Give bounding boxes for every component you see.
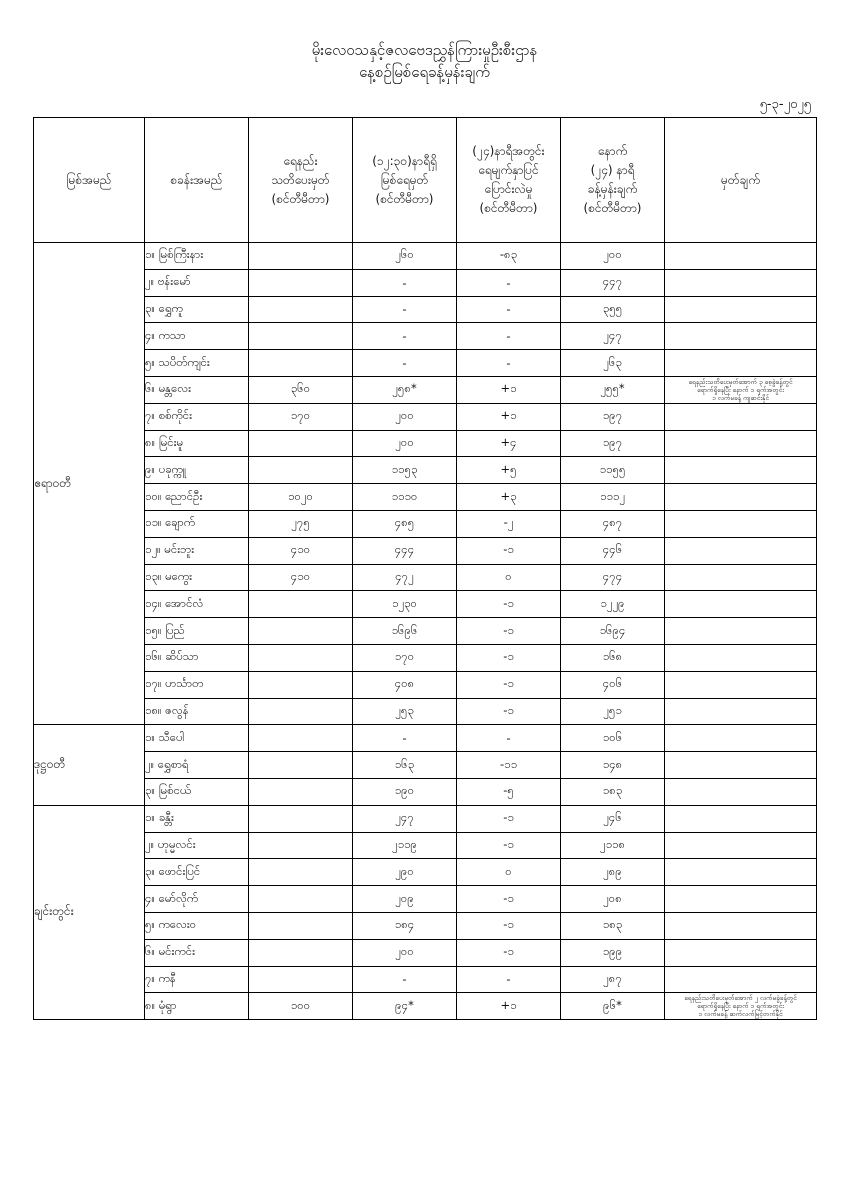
table-row — [34, 698, 817, 725]
table-row — [34, 430, 817, 457]
water-level-cell: - — [353, 966, 457, 993]
low-warning-level-cell: ၄၁၀ — [249, 537, 353, 564]
forecast-cell: ၂၄၆ — [561, 805, 665, 832]
forecast-cell: ၄၇၄ — [561, 564, 665, 591]
water-level-cell: ၁၇၀ — [353, 644, 457, 671]
header-water-level — [353, 118, 457, 243]
forecast-cell: ၂၁၁၈ — [561, 832, 665, 859]
header-24h-change — [457, 118, 561, 243]
water-level-cell: ၄၀၈ — [353, 671, 457, 698]
forecast-cell: ၄၄၆ — [561, 537, 665, 564]
low-warning-level-cell — [249, 618, 353, 645]
forecast-cell: ၂၀၈ — [561, 886, 665, 913]
forecast-cell: ၄၄၇ — [561, 269, 665, 296]
low-warning-level-cell — [249, 644, 353, 671]
station-name-cell: ၆။ မင်းကင်း — [145, 939, 249, 966]
station-name-cell: ၄။ မော်လိုက် — [145, 886, 249, 913]
change-cell: -၁ — [457, 698, 561, 725]
water-level-cell: ၁၈၄ — [353, 912, 457, 939]
change-cell: - — [457, 966, 561, 993]
change-cell: +၃ — [457, 484, 561, 511]
water-level-cell: ၁၆၉၆ — [353, 618, 457, 645]
forecast-cell: ၁၉၇ — [561, 403, 665, 430]
remark-cell — [665, 510, 817, 537]
forecast-cell: ၁၄၈ — [561, 752, 665, 779]
remark-line: ရောက်ရှိနေပြီး နောက် ၁ ရက်အတွင်း — [697, 1002, 784, 1011]
forecast-cell: ၁၀၆ — [561, 725, 665, 752]
remark-cell — [665, 725, 817, 752]
remark-cell — [665, 698, 817, 725]
water-level-cell: ၁၆၃ — [353, 752, 457, 779]
header-remarks — [665, 118, 817, 243]
header-line: (၂၄)နာရီအတွင်း — [472, 144, 545, 158]
table-row — [34, 778, 817, 805]
remark-cell — [665, 778, 817, 805]
water-level-cell: ၂၄၇ — [353, 805, 457, 832]
station-name-cell: ၁၃။ မကွေး — [145, 564, 249, 591]
remark-cell — [665, 430, 817, 457]
water-level-cell: ၂၀၀ — [353, 403, 457, 430]
remark-cell — [665, 243, 817, 270]
forecast-cell: ၉၆* — [561, 993, 665, 1020]
water-level-cell: ၂၅၈* — [353, 376, 457, 403]
station-name-cell: ၁။ မြစ်ကြီးနား — [145, 243, 249, 270]
remark-line: ၁ လက်မခန့် ကျဆင်းနိုင် — [712, 393, 769, 402]
low-warning-level-cell — [249, 591, 353, 618]
header-river-name — [34, 118, 145, 243]
station-name-cell: ၈။ မုံရွာ — [145, 993, 249, 1020]
header-line: စခန်းအမည် — [170, 172, 223, 187]
water-level-cell: - — [353, 269, 457, 296]
table-row — [34, 376, 817, 403]
station-name-cell: ၁၅။ ပြည် — [145, 618, 249, 645]
forecast-cell: ၄၀၆ — [561, 671, 665, 698]
change-cell: -၁ — [457, 939, 561, 966]
river-name-cell: ဧရာဝတီ — [34, 243, 145, 725]
header-line: မြစ်ရေမှတ် — [380, 172, 429, 187]
low-warning-level-cell: ၁၀၀ — [249, 993, 353, 1020]
low-warning-level-cell — [249, 698, 353, 725]
low-warning-level-cell — [249, 886, 353, 913]
low-warning-level-cell — [249, 350, 353, 377]
remark-cell — [665, 859, 817, 886]
change-cell: -၁ — [457, 618, 561, 645]
change-cell: -၁ — [457, 537, 561, 564]
low-warning-level-cell — [249, 725, 353, 752]
low-warning-level-cell — [249, 269, 353, 296]
header-low-warning-level — [249, 118, 353, 243]
station-name-cell: ၆။ မန္တလေး — [145, 376, 249, 403]
change-cell: - — [457, 269, 561, 296]
remark-cell — [665, 671, 817, 698]
change-cell: -၁ — [457, 832, 561, 859]
low-warning-level-cell — [249, 966, 353, 993]
remark-line: ရေနည်းသတိပေးမှတ်အောက် ၃ စေ့ခွဲခန့်တွင် — [688, 377, 793, 386]
low-warning-level-cell — [249, 323, 353, 350]
low-warning-level-cell — [249, 296, 353, 323]
water-level-cell: ၂၁၁၉ — [353, 832, 457, 859]
remark-cell — [665, 618, 817, 645]
remark-cell — [665, 564, 817, 591]
low-warning-level-cell: ၄၁၀ — [249, 564, 353, 591]
remark-cell — [665, 886, 817, 913]
forecast-cell: ၃၅၅ — [561, 296, 665, 323]
water-level-cell: - — [353, 725, 457, 752]
water-level-cell: ၄၄၄ — [353, 537, 457, 564]
station-name-cell: ၁၀။ ညောင်ဦး — [145, 484, 249, 511]
remark-cell — [665, 484, 817, 511]
header-line: (စင်တီမီတာ) — [479, 201, 538, 215]
low-warning-level-cell — [249, 939, 353, 966]
table-row — [34, 243, 817, 270]
remark-cell — [665, 350, 817, 377]
change-cell: +၁ — [457, 403, 561, 430]
low-warning-level-cell — [249, 859, 353, 886]
water-level-cell: - — [353, 350, 457, 377]
station-name-cell: ၁။ သီပေါ — [145, 725, 249, 752]
station-name-cell: ၈။ မြင်းမူ — [145, 430, 249, 457]
station-name-cell: ၁၄။ အောင်လံ — [145, 591, 249, 618]
header-line: (၂၄) နာရီ — [590, 163, 635, 177]
table-row — [34, 912, 817, 939]
forecast-cell: ၁၆၉၄ — [561, 618, 665, 645]
river-name-cell: ဒုဋ္ဌဝတီ — [34, 725, 145, 805]
table-row — [34, 966, 817, 993]
forecast-cell: ၁၂၂၉ — [561, 591, 665, 618]
river-name-cell: ချင်းတွင်း — [34, 805, 145, 1019]
table-row — [34, 939, 817, 966]
low-warning-level-cell — [249, 243, 353, 270]
header-line: မြစ်အမည် — [66, 172, 112, 187]
station-name-cell: ၂။ ဗန်းမော် — [145, 269, 249, 296]
low-warning-level-cell — [249, 671, 353, 698]
remark-cell — [665, 644, 817, 671]
water-level-cell: ၁၁၁၀ — [353, 484, 457, 511]
document-subtitle: နေ့စဉ်မြစ်ရေခန့်မှန်းချက် — [359, 63, 490, 81]
water-level-cell: ၂၀၀ — [353, 430, 457, 457]
change-cell: - — [457, 725, 561, 752]
station-name-cell: ၂။ ရွှေစာရံ — [145, 752, 249, 779]
water-level-cell: ၂၀၀ — [353, 939, 457, 966]
remark-cell — [665, 993, 817, 1020]
remark-cell — [665, 591, 817, 618]
change-cell: -၂ — [457, 510, 561, 537]
remark-cell — [665, 323, 817, 350]
forecast-cell: ၁၉၇ — [561, 430, 665, 457]
header-line: နောက် — [597, 144, 628, 158]
remark-cell — [665, 457, 817, 484]
header-line: (စင်တီမီတာ) — [375, 191, 434, 206]
remark-cell — [665, 403, 817, 430]
table-row — [34, 269, 817, 296]
change-cell: -၈၃ — [457, 243, 561, 270]
change-cell: +၁ — [457, 993, 561, 1020]
station-name-cell: ၁၈။ ဇလွန် — [145, 698, 249, 725]
change-cell: - — [457, 296, 561, 323]
forecast-cell: ၂၆၃ — [561, 350, 665, 377]
change-cell: -၁ — [457, 591, 561, 618]
table-row — [34, 725, 817, 752]
table-row — [34, 537, 817, 564]
remark-cell — [665, 832, 817, 859]
remark-cell — [665, 296, 817, 323]
report-date: ၅-၃-၂၀၂၅ — [759, 97, 811, 112]
header-line: သတိပေးမှတ် — [271, 172, 330, 187]
table-row — [34, 296, 817, 323]
header-line: (စင်တီမီတာ) — [583, 201, 642, 215]
table-row — [34, 457, 817, 484]
forecast-cell: ၄၈၇ — [561, 510, 665, 537]
station-name-cell: ၁၂။ မင်းဘူး — [145, 537, 249, 564]
remark-line: ရေနည်းသတိပေးမှတ်အောက် ၂ လက်မခွဲခန့်တွင် — [684, 994, 797, 1003]
station-name-cell: ၁။ ခန္တီး — [145, 805, 249, 832]
remark-cell — [665, 752, 817, 779]
header-line: ရေမျက်နှာပြင် — [478, 163, 539, 177]
change-cell: -၅ — [457, 778, 561, 805]
forecast-cell: ၁၆၈ — [561, 644, 665, 671]
station-name-cell: ၇။ စစ်ကိုင်း — [145, 403, 249, 430]
water-level-cell: ၁၁၅၃ — [353, 457, 457, 484]
table-row — [34, 484, 817, 511]
water-level-cell: ၁၂၃၀ — [353, 591, 457, 618]
water-level-cell: ၂၀၉ — [353, 886, 457, 913]
water-level-cell: ၂၅၃ — [353, 698, 457, 725]
water-level-cell: ၉၄* — [353, 993, 457, 1020]
header-line: (စင်တီမီတာ) — [271, 191, 330, 206]
table-row — [34, 323, 817, 350]
forecast-cell: ၂၈၇ — [561, 966, 665, 993]
header-24h-forecast — [561, 118, 665, 243]
header-line: မှတ်ချက် — [721, 172, 760, 187]
station-name-cell: ၇။ ကနီ — [145, 966, 249, 993]
forecast-cell: ၂၀၀ — [561, 243, 665, 270]
low-warning-level-cell — [249, 430, 353, 457]
change-cell: -၁ — [457, 912, 561, 939]
remark-cell — [665, 912, 817, 939]
water-level-cell: ၂၉၀ — [353, 859, 457, 886]
remark-cell — [665, 269, 817, 296]
water-level-cell: ၂၆၀ — [353, 243, 457, 270]
low-warning-level-cell — [249, 457, 353, 484]
station-name-cell: ၄။ ကသာ — [145, 323, 249, 350]
river-forecast-table — [33, 117, 817, 1020]
document-title: မိုးလေဝသနှင့်ဇလဗေဒညွှန်ကြားမှုဦးစီးဌာန — [311, 41, 538, 59]
table-row — [34, 805, 817, 832]
low-warning-level-cell — [249, 752, 353, 779]
station-name-cell: ၃။ ရွှေကူ — [145, 296, 249, 323]
low-warning-level-cell — [249, 805, 353, 832]
low-warning-level-cell — [249, 912, 353, 939]
forecast-cell: ၁၈၃ — [561, 912, 665, 939]
table-row — [34, 752, 817, 779]
table-row — [34, 993, 817, 1020]
low-warning-level-cell: ၁၀၂၀ — [249, 484, 353, 511]
table-row — [34, 671, 817, 698]
change-cell: +၁ — [457, 376, 561, 403]
forecast-cell: ၂၅၁ — [561, 698, 665, 725]
low-warning-level-cell: ၁၇၀ — [249, 403, 353, 430]
station-name-cell: ၁၁။ ချောက် — [145, 510, 249, 537]
station-name-cell: ၃။ မြစ်ငယ် — [145, 778, 249, 805]
forecast-cell: ၂၄၇ — [561, 323, 665, 350]
forecast-cell: ၂၈၉ — [561, 859, 665, 886]
header-line: ရေနည်း — [283, 153, 318, 168]
station-name-cell: ၉။ ပခုက္ကူ — [145, 457, 249, 484]
low-warning-level-cell — [249, 778, 353, 805]
header-line: (၁၂:၃၀)နာရီရှိ — [372, 153, 437, 168]
remark-line: ရောက်ရှိနေပြီး နောက် ၁ ရက်အတွင်း — [697, 385, 784, 394]
table-row — [34, 618, 817, 645]
change-cell: - — [457, 323, 561, 350]
forecast-cell: ၁၁၁၂ — [561, 484, 665, 511]
table-row — [34, 886, 817, 913]
water-level-cell: - — [353, 296, 457, 323]
remark-cell — [665, 939, 817, 966]
remark-cell — [665, 376, 817, 403]
remark-cell — [665, 966, 817, 993]
remark-cell — [665, 805, 817, 832]
header-line: ပြောင်းလဲမှု — [484, 182, 533, 196]
change-cell: -၁ — [457, 644, 561, 671]
water-level-cell: ၄၈၅ — [353, 510, 457, 537]
table-row — [34, 591, 817, 618]
water-level-cell: - — [353, 323, 457, 350]
table-row — [34, 644, 817, 671]
table-row — [34, 859, 817, 886]
change-cell: -၁၁ — [457, 752, 561, 779]
table-row — [34, 564, 817, 591]
change-cell: ၀ — [457, 859, 561, 886]
change-cell: ၀ — [457, 564, 561, 591]
water-level-cell: ၁၉၀ — [353, 778, 457, 805]
remark-line: ၁ လက်မခန့် ဆက်လက်မြင့်တက်နိုင် — [698, 1010, 783, 1019]
water-level-cell: ၄၇၂ — [353, 564, 457, 591]
station-name-cell: ၃။ ဖောင်းပြင် — [145, 859, 249, 886]
table-row — [34, 832, 817, 859]
remark-cell — [665, 537, 817, 564]
forecast-cell: ၂၅၅* — [561, 376, 665, 403]
change-cell: -၁ — [457, 671, 561, 698]
change-cell: -၁ — [457, 886, 561, 913]
station-name-cell: ၁၇။ ဟင်္သာတ — [145, 671, 249, 698]
forecast-cell: ၁၁၅၅ — [561, 457, 665, 484]
table-row — [34, 510, 817, 537]
station-name-cell: ၂။ ဟုမ္မလင်း — [145, 832, 249, 859]
forecast-cell: ၁၉၉ — [561, 939, 665, 966]
station-name-cell: ၅။ သပိတ်ကျင်း — [145, 350, 249, 377]
station-name-cell: ၁၆။ ဆိပ်သာ — [145, 644, 249, 671]
change-cell: -၁ — [457, 805, 561, 832]
forecast-cell: ၁၈၃ — [561, 778, 665, 805]
header-line: ခန့်မှန်းချက် — [587, 182, 638, 196]
table-row — [34, 403, 817, 430]
low-warning-level-cell — [249, 832, 353, 859]
low-warning-level-cell: ၃၆၀ — [249, 376, 353, 403]
table-row — [34, 350, 817, 377]
change-cell: - — [457, 350, 561, 377]
low-warning-level-cell: ၂၇၅ — [249, 510, 353, 537]
change-cell: +၅ — [457, 457, 561, 484]
change-cell: +၄ — [457, 430, 561, 457]
header-station-name — [145, 118, 249, 243]
station-name-cell: ၅။ ကလေးဝ — [145, 912, 249, 939]
table-header-row — [34, 118, 817, 243]
